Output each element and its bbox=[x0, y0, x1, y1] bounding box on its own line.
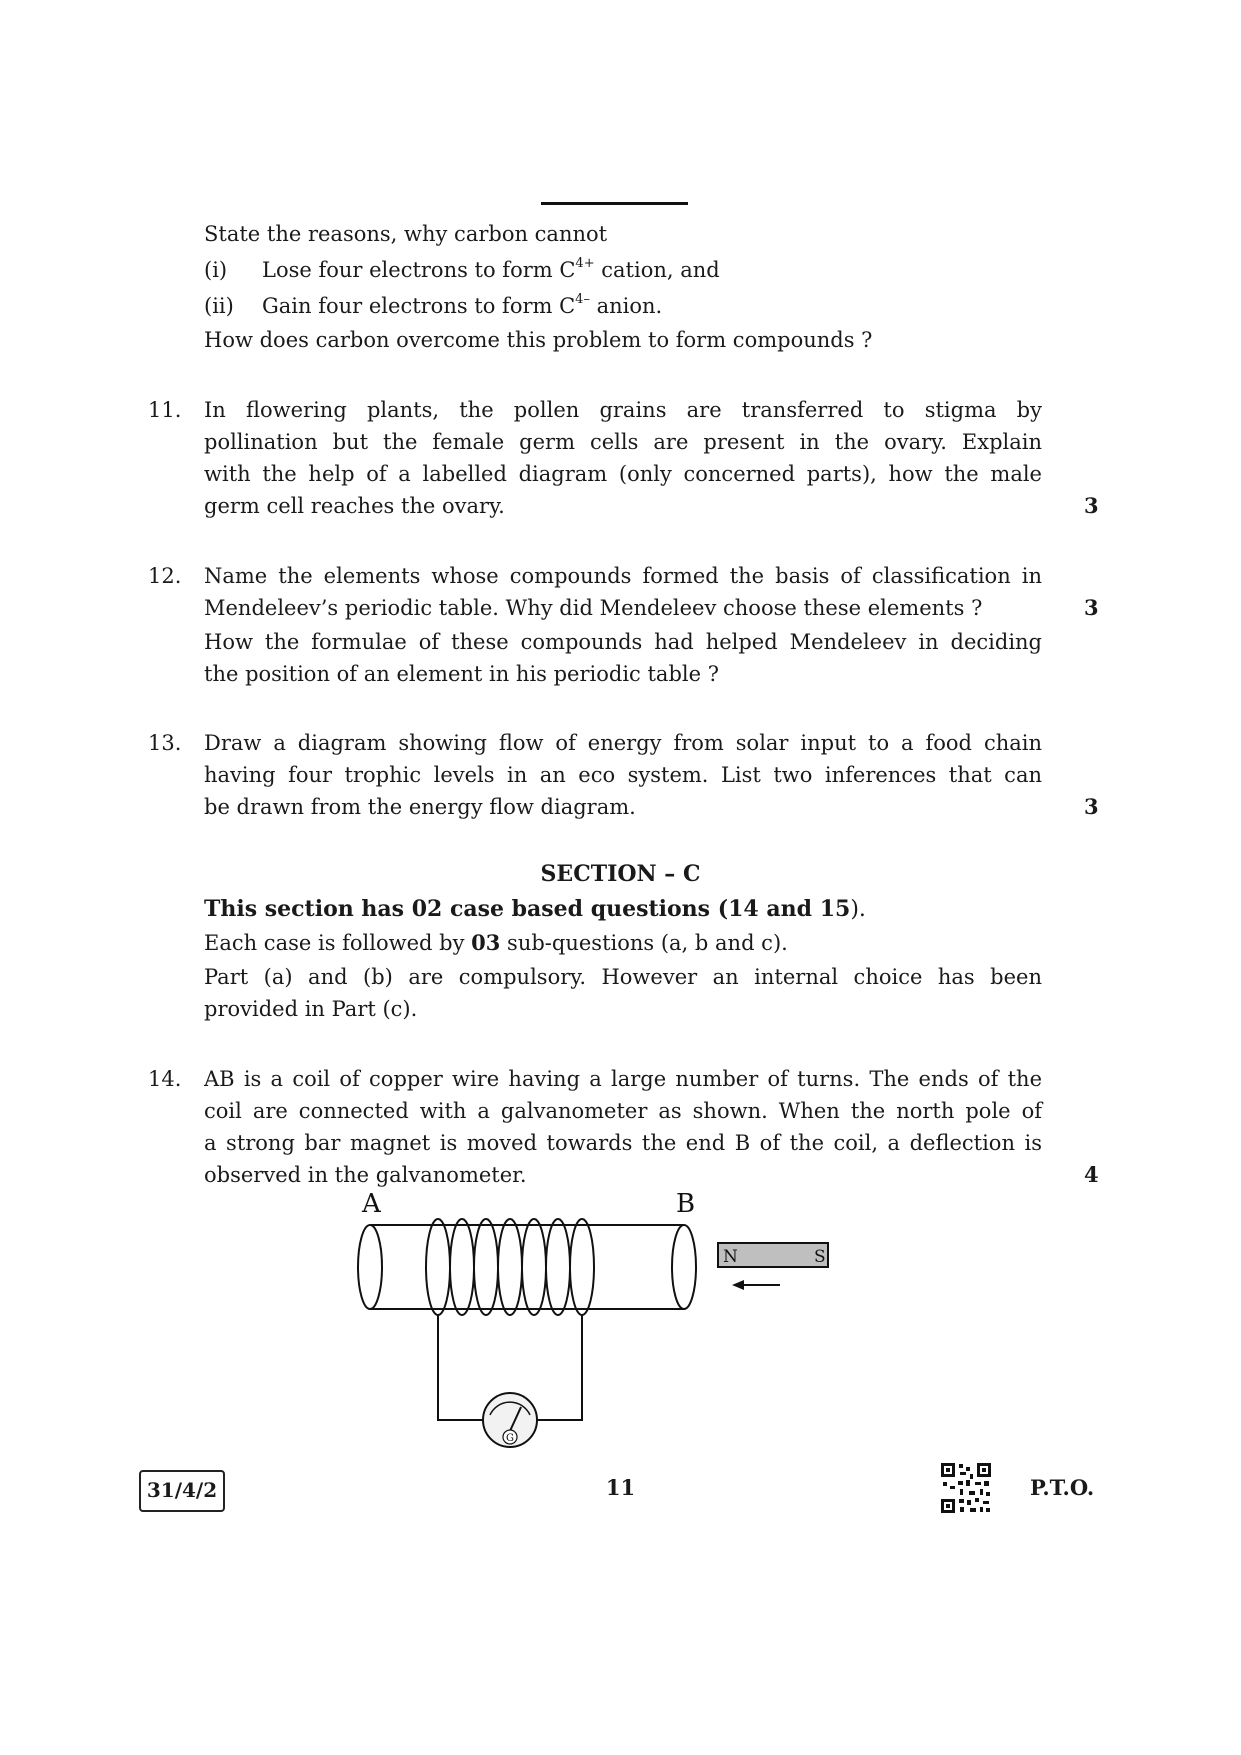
induction-diagram bbox=[340, 1185, 860, 1460]
section-note: This section has 02 case based questions (14 and 15). bbox=[204, 896, 866, 922]
question-number: 12. bbox=[148, 564, 182, 588]
question-line: AB is a coil of copper wire having a large number of turns. The ends of the bbox=[204, 1067, 1042, 1091]
paper-code: 31/4/2 bbox=[139, 1470, 225, 1512]
superscript: 4– bbox=[575, 292, 590, 307]
marks: 3 bbox=[1084, 794, 1099, 819]
intro-line: How does carbon overcome this problem to form compounds ? bbox=[204, 328, 873, 352]
end-label-a: A bbox=[362, 1189, 381, 1219]
arrow-left-icon bbox=[732, 1280, 780, 1290]
galvanometer bbox=[483, 1393, 537, 1447]
intro-item-text: Lose four electrons to form $C^{4+}$ cation, and bbox=[262, 256, 720, 282]
question-line: with the help of a labelled diagram (only concerned parts), how the male bbox=[204, 462, 1042, 486]
superscript: 4+ bbox=[575, 256, 595, 271]
marks: 4 bbox=[1084, 1162, 1099, 1187]
section-note: Part (a) and (b) are compulsory. However an internal choice has been bbox=[204, 965, 1042, 989]
question-number: 11. bbox=[148, 398, 182, 422]
question-line: Name the elements whose compounds formed the basis of classification in bbox=[204, 564, 1042, 588]
end-label-b: B bbox=[676, 1189, 696, 1219]
section-note: provided in Part (c). bbox=[204, 997, 418, 1021]
intro-line: State the reasons, why carbon cannot bbox=[204, 222, 608, 246]
question-line: having four trophic levels in an eco system. List two inferences that can bbox=[204, 763, 1042, 787]
galvanometer-label: G bbox=[506, 1433, 514, 1444]
question-line: be drawn from the energy flow diagram. bbox=[204, 795, 636, 819]
marks: 3 bbox=[1084, 595, 1099, 620]
question-line: How the formulae of these compounds had helped Mendeleev in deciding bbox=[204, 630, 1042, 654]
coil-turns bbox=[426, 1219, 594, 1315]
section-title: SECTION – C bbox=[540, 861, 701, 887]
question-line: Mendeleev’s periodic table. Why did Mendeleev choose these elements ? bbox=[204, 596, 983, 620]
question-line: In flowering plants, the pollen grains are transferred to stigma by bbox=[204, 398, 1042, 422]
magnet-south-label: S bbox=[814, 1247, 826, 1267]
top-divider bbox=[541, 202, 688, 205]
magnet-north-label: N bbox=[723, 1247, 738, 1267]
qr-code-icon bbox=[940, 1462, 992, 1514]
question-number: 13. bbox=[148, 731, 182, 755]
question-line: a strong bar magnet is moved towards the end B of the coil, a deflection is bbox=[204, 1131, 1042, 1155]
bar-magnet bbox=[718, 1243, 828, 1267]
section-note: Each case is followed by 03 sub-questions (a, b and c). bbox=[204, 930, 788, 955]
question-line: the position of an element in his periodic table ? bbox=[204, 662, 719, 686]
intro-item-number: (i) bbox=[204, 258, 228, 282]
marks: 3 bbox=[1084, 493, 1099, 518]
intro-item-text: Gain four electrons to form $C^{4-}$ anion. bbox=[262, 292, 663, 318]
coil-cylinder bbox=[358, 1225, 696, 1309]
intro-item-number: (ii) bbox=[204, 294, 234, 318]
question-number: 14. bbox=[148, 1067, 182, 1091]
please-turn-over: P.T.O. bbox=[1030, 1475, 1095, 1500]
question-line: pollination but the female germ cells are present in the ovary. Explain bbox=[204, 430, 1042, 454]
page-number: 11 bbox=[605, 1475, 636, 1500]
question-line: coil are connected with a galvanometer as shown. When the north pole of bbox=[204, 1099, 1042, 1123]
question-line: germ cell reaches the ovary. bbox=[204, 494, 505, 518]
question-line: observed in the galvanometer. bbox=[204, 1163, 527, 1187]
question-line: Draw a diagram showing flow of energy from solar input to a food chain bbox=[204, 731, 1042, 755]
